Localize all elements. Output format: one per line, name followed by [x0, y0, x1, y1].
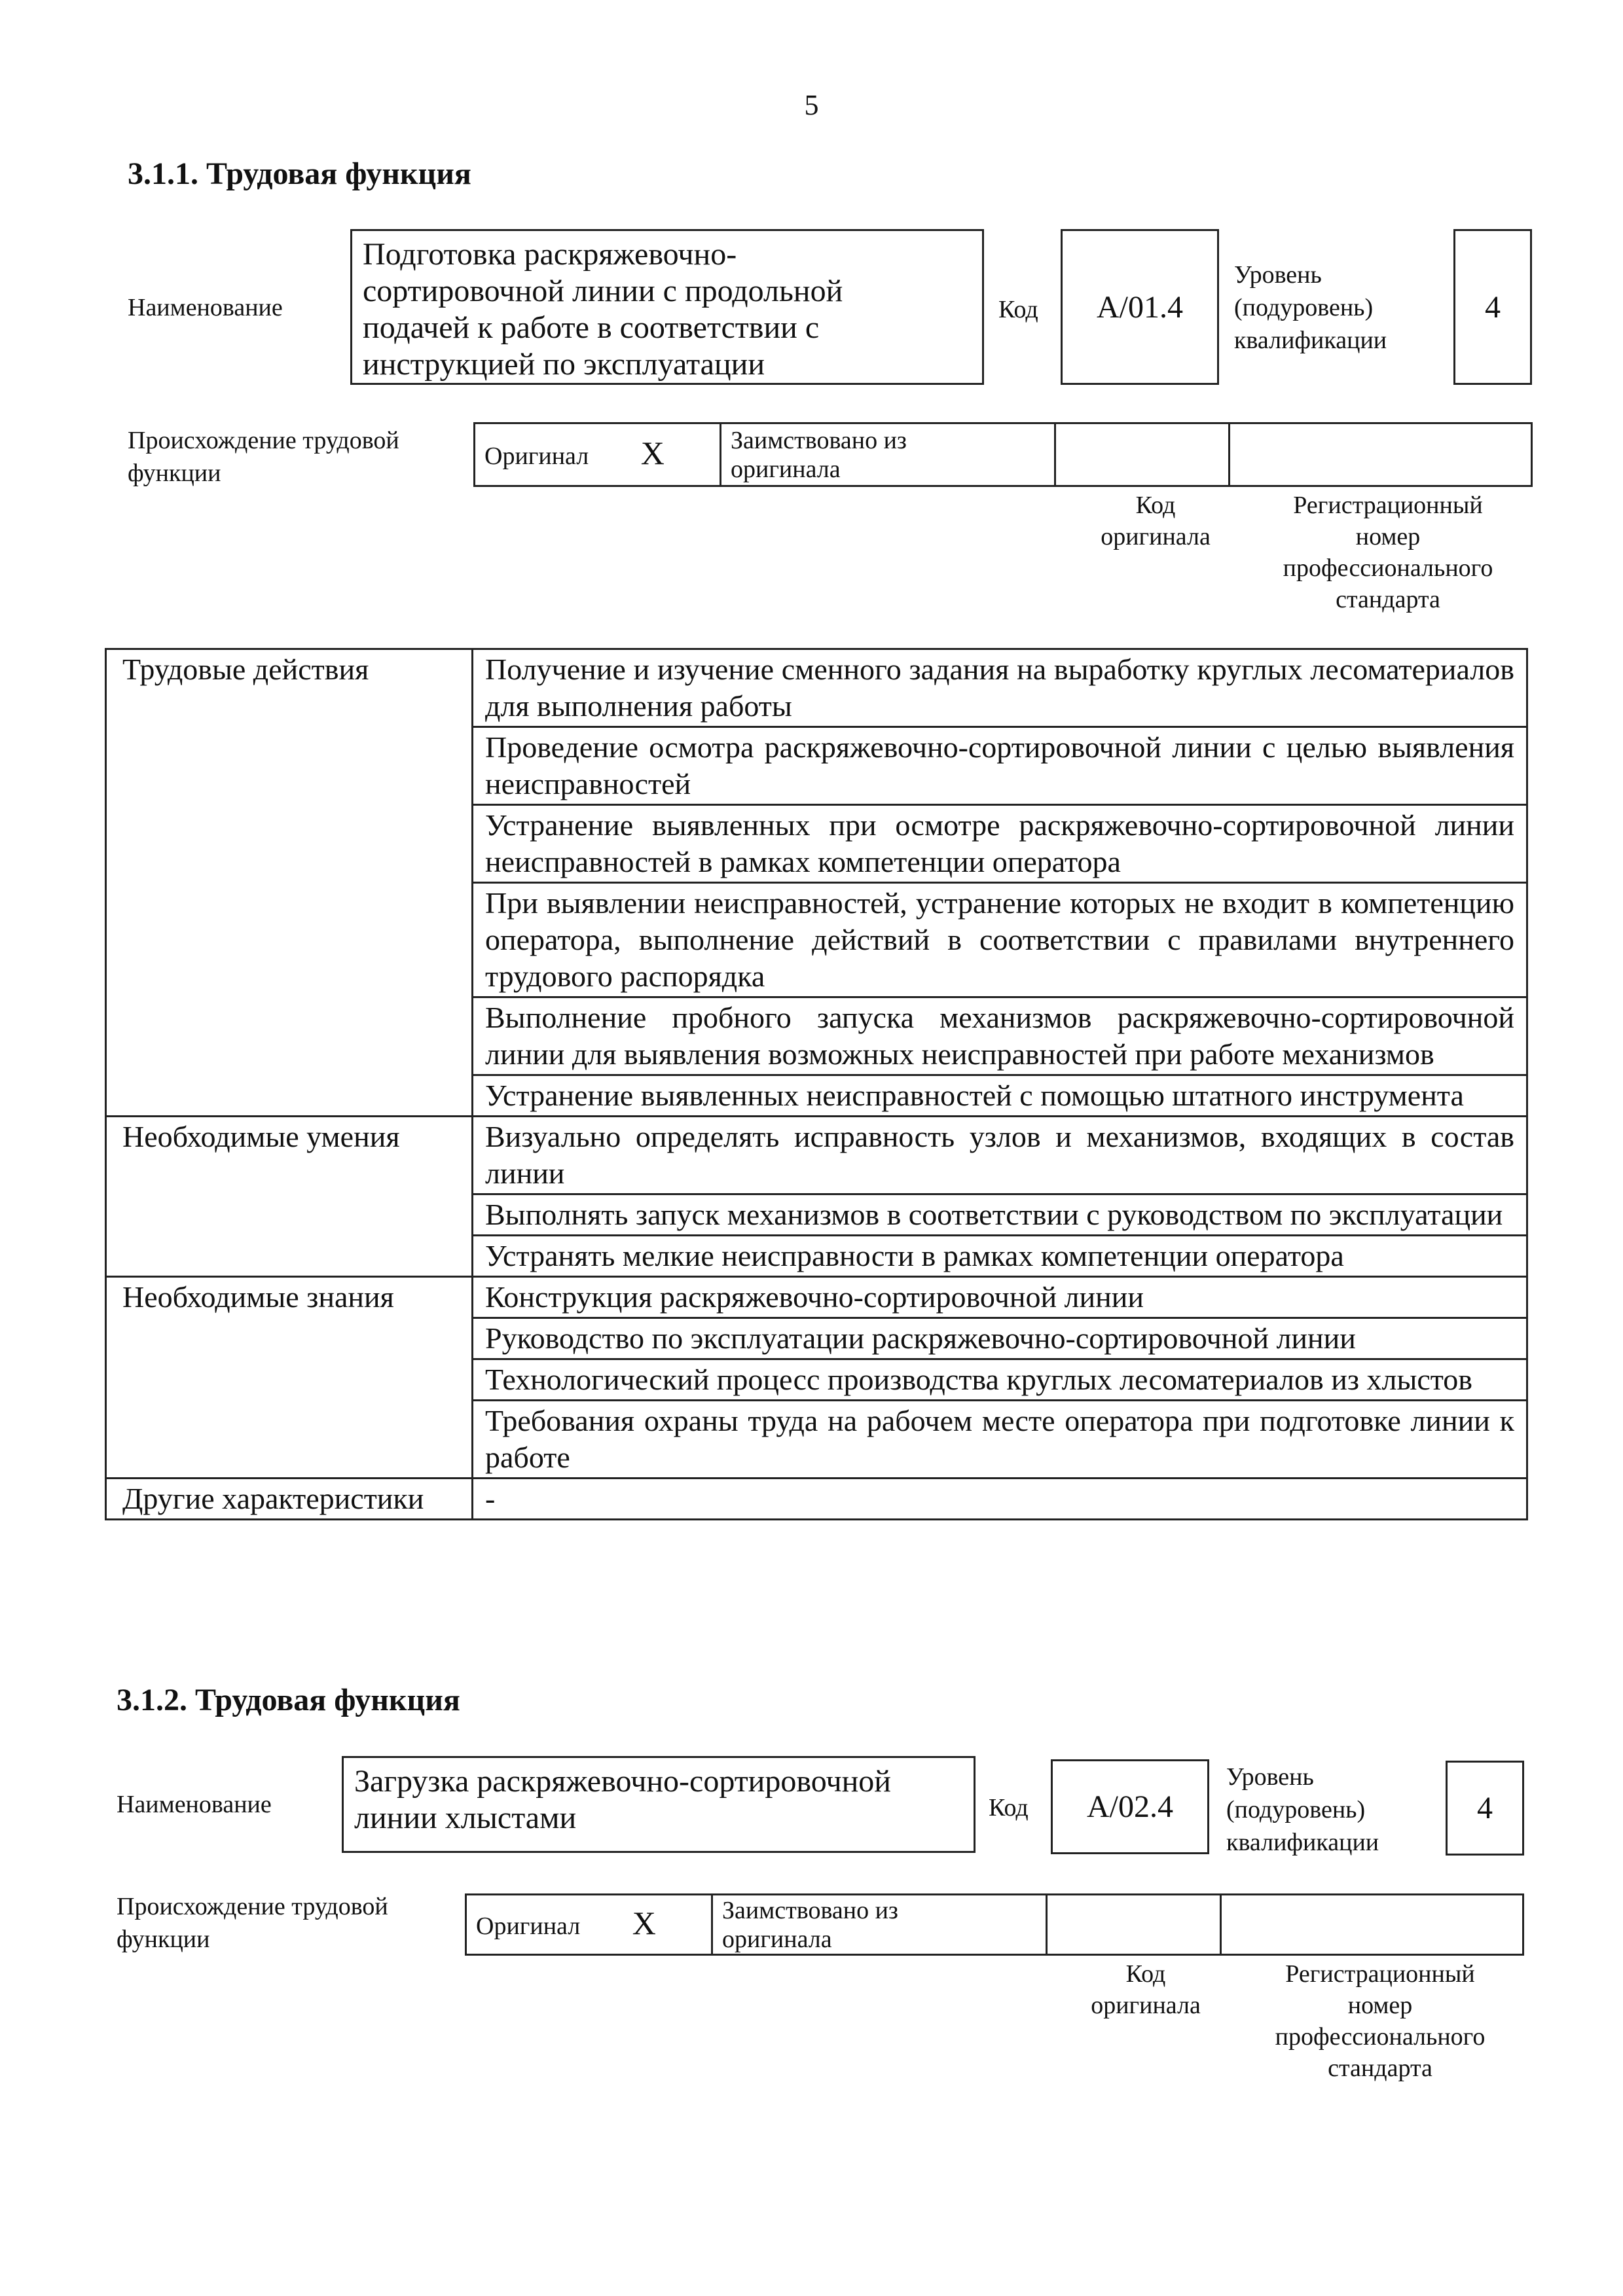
origin-original-cell — [475, 423, 721, 486]
origin-label-1 — [128, 424, 399, 490]
level-label-2 — [1226, 1761, 1379, 1859]
level-label-line: квалификации — [1234, 327, 1387, 354]
category-label: Необходимые умения — [106, 1117, 473, 1277]
requirement-item: Руководство по эксплуатации раскряжевочно-сортировочной линии — [473, 1318, 1527, 1359]
caption-reg-number-2 — [1236, 1958, 1524, 2084]
function-name-line: Загрузка раскряжевочно-сортировочной — [354, 1764, 891, 1799]
origin-table-2 — [465, 1893, 1524, 1956]
requirement-item: Требования охраны труда на рабочем месте оператора при подготовке линии к работе — [473, 1401, 1527, 1479]
page-number: 5 — [804, 89, 819, 121]
origin-label-line: функции — [128, 459, 221, 487]
name-label-2: Наименование — [117, 1791, 272, 1818]
code-value: A/01.4 — [1097, 289, 1183, 325]
function-name-line: инструкцией по эксплуатации — [363, 347, 765, 382]
requirement-item: Визуально определять исправность узлов и механизмов, входящих в состав линии — [473, 1117, 1527, 1194]
origin-code-cell — [1055, 423, 1230, 486]
caption-line: стандарта — [1336, 586, 1440, 613]
table-row — [106, 1117, 1527, 1194]
origin-code-cell — [1047, 1895, 1221, 1955]
caption-line: Код — [1125, 1960, 1166, 1988]
level-value: 4 — [1485, 289, 1501, 325]
origin-borrowed-line: оригинала — [722, 1925, 832, 1953]
category-label: Другие характеристики — [106, 1479, 473, 1520]
caption-line: Регистрационный — [1293, 492, 1483, 519]
level-label-1 — [1234, 259, 1387, 357]
origin-borrowed-cell — [712, 1895, 1047, 1955]
function-name-box-2 — [342, 1756, 976, 1853]
requirement-item: Выполнять запуск механизмов в соответствии с руководством по эксплуатации — [473, 1194, 1527, 1236]
function-name-line: линии хлыстами — [354, 1801, 577, 1835]
requirement-item: Конструкция раскряжевочно-сортировочной линии — [473, 1277, 1527, 1318]
requirement-item: Выполнение пробного запуска механизмов раскряжевочно-сортировочной линии для выявления возможных неисправностей при работе механизмов — [473, 997, 1527, 1075]
origin-mark: X — [632, 1905, 656, 1941]
origin-mark: X — [640, 435, 665, 471]
caption-line: стандарта — [1328, 2054, 1432, 2082]
table-row — [106, 649, 1527, 727]
table-row — [106, 1277, 1527, 1318]
level-label-line: Уровень — [1226, 1763, 1314, 1791]
function-name-box-1 — [350, 229, 984, 385]
code-label-1: Код — [998, 296, 1038, 323]
level-value: 4 — [1477, 1791, 1493, 1825]
level-label-line: Уровень — [1234, 261, 1322, 289]
origin-reg-cell — [1221, 1895, 1523, 1955]
caption-line: Код — [1135, 492, 1176, 519]
origin-label-line: функции — [117, 1926, 210, 1953]
code-value: A/02.4 — [1087, 1789, 1173, 1824]
requirement-item: Устранение выявленных при осмотре раскряжевочно-сортировочной линии неисправностей в рамках компетенции оператора — [473, 805, 1527, 883]
requirement-item: Устранять мелкие неисправности в рамках компетенции оператора — [473, 1236, 1527, 1277]
requirement-item: - — [473, 1479, 1527, 1520]
level-value-box-2 — [1446, 1761, 1524, 1856]
origin-borrowed-line: оригинала — [731, 455, 841, 483]
caption-line: оригинала — [1091, 1992, 1201, 2019]
origin-borrowed-line: Заимствовано из — [731, 426, 907, 454]
function-name-line: подачей к работе в соответствии с — [363, 310, 820, 345]
section-heading-2: 3.1.2. Трудовая функция — [117, 1683, 460, 1717]
origin-label-line: Происхождение трудовой — [117, 1893, 388, 1920]
code-value-box-2 — [1051, 1759, 1209, 1854]
function-name-line: Подготовка раскряжевочно- — [363, 237, 737, 272]
level-label-line: (подуровень) — [1226, 1796, 1366, 1823]
origin-original-cell — [466, 1895, 712, 1955]
section-heading-1: 3.1.1. Трудовая функция — [128, 156, 471, 191]
level-value-box-1 — [1453, 229, 1532, 385]
origin-reg-cell — [1230, 423, 1532, 486]
caption-reg-number-1 — [1244, 490, 1532, 615]
origin-original-label: Оригинал — [484, 442, 589, 470]
table-row — [106, 1479, 1527, 1520]
caption-line: профессионального — [1283, 554, 1493, 582]
function-name-line: сортировочной линии с продольной — [363, 274, 843, 308]
caption-line: номер — [1355, 523, 1421, 550]
level-label-line: квалификации — [1226, 1829, 1379, 1856]
code-value-box-1 — [1061, 229, 1219, 385]
code-label-2: Код — [989, 1794, 1029, 1821]
origin-borrowed-line: Заимствовано из — [722, 1896, 898, 1924]
origin-table-1 — [473, 422, 1533, 487]
function-details-table — [105, 648, 1528, 1520]
requirement-item: При выявлении неисправностей, устранение которых не входит в компетенцию оператора, выполнение действий в соответствии с правилами внутреннего трудового распорядка — [473, 883, 1527, 997]
caption-code-original-1 — [1067, 490, 1244, 552]
origin-label-line: Происхождение трудовой — [128, 427, 399, 454]
requirement-item: Устранение выявленных неисправностей с помощью штатного инструмента — [473, 1075, 1527, 1117]
caption-code-original-2 — [1057, 1958, 1234, 2021]
origin-label-2 — [117, 1890, 388, 1956]
category-label: Трудовые действия — [106, 649, 473, 1117]
category-label: Необходимые знания — [106, 1277, 473, 1479]
requirement-item: Получение и изучение сменного задания на выработку круглых лесоматериалов для выполнения работы — [473, 649, 1527, 727]
origin-borrowed-cell — [721, 423, 1055, 486]
caption-line: профессионального — [1275, 2023, 1486, 2051]
requirement-item: Проведение осмотра раскряжевочно-сортировочной линии с целью выявления неисправностей — [473, 727, 1527, 805]
requirement-item: Технологический процесс производства круглых лесоматериалов из хлыстов — [473, 1359, 1527, 1401]
name-label-1: Наименование — [128, 294, 283, 321]
level-label-line: (подуровень) — [1234, 294, 1374, 321]
caption-line: Регистрационный — [1285, 1960, 1475, 1988]
caption-line: номер — [1347, 1992, 1413, 2019]
origin-original-label: Оригинал — [476, 1912, 581, 1940]
caption-line: оригинала — [1101, 523, 1211, 550]
